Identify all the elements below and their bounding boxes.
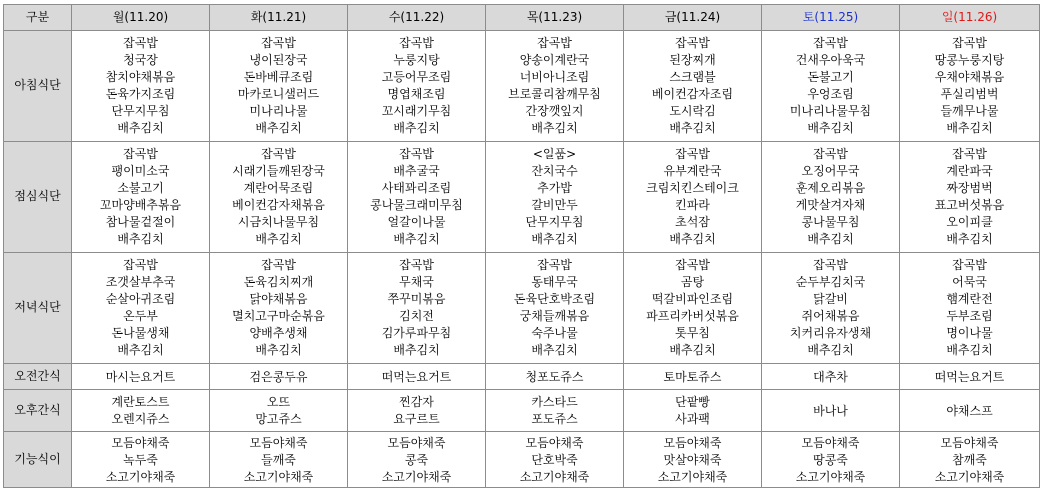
menu-item: 된장찌개: [669, 53, 716, 68]
menu-item: 숙주나물: [531, 326, 578, 341]
menu-item: 요구르트: [393, 412, 440, 427]
menu-item: 크림치킨스테이크: [646, 181, 739, 196]
menu-item: 콩죽: [404, 452, 429, 467]
menu-item: 단무지무침: [111, 104, 170, 119]
day-header-mon: 월(11.20): [72, 5, 210, 31]
menu-item: 돈육김치찌개: [243, 275, 314, 290]
menu-item: 모듬야채죽: [663, 435, 722, 450]
menu-cell: [900, 141, 1040, 252]
menu-item: 단팥빵: [675, 395, 710, 410]
menu-item: 사태꽈리조림: [381, 181, 452, 196]
menu-cell: [348, 432, 486, 488]
menu-cell: [486, 252, 624, 363]
menu-item: 맛살야채죽: [663, 452, 722, 467]
menu-body: [4, 31, 1040, 488]
menu-item: 순두부김치국: [795, 275, 866, 290]
menu-item: 냉이된장국: [249, 53, 308, 68]
menu-item: 돈육가지조림: [105, 87, 176, 102]
dinner-row: [4, 252, 1040, 363]
menu-item: 잡곡밥: [399, 258, 434, 273]
menu-item: 잡곡밥: [675, 258, 710, 273]
menu-item: 도시락김: [669, 104, 716, 119]
menu-item: 녹두죽: [123, 452, 158, 467]
menu-item: 베이컨감자조림: [651, 87, 734, 102]
menu-item: 초석잠: [675, 215, 710, 230]
menu-item: 꼬시래기무침: [381, 104, 452, 119]
menu-cell: [348, 141, 486, 252]
menu-item: 추가밥: [537, 181, 572, 196]
menu-item: 모듬야채죽: [387, 435, 446, 450]
menu-item: 소고기야채죽: [105, 469, 176, 484]
therapeutic-diet-row: [4, 432, 1040, 488]
menu-item: 잡곡밥: [537, 258, 572, 273]
menu-cell: [624, 390, 762, 432]
menu-item: 배추김치: [807, 232, 854, 247]
menu-cell: [348, 363, 486, 389]
menu-item: 배추굴국: [393, 164, 440, 179]
menu-cell: [72, 390, 210, 432]
menu-item: 오이피클: [946, 215, 993, 230]
menu-item: 잡곡밥: [123, 258, 158, 273]
breakfast-row: [4, 31, 1040, 142]
menu-item: 김가루파무침: [381, 326, 452, 341]
menu-item: 배추김치: [946, 121, 993, 136]
menu-item: 잔치국수: [531, 164, 578, 179]
category-header: 구분: [4, 5, 72, 31]
row-label: 점심식단: [4, 141, 72, 252]
menu-item: 조갯살부추국: [105, 275, 176, 290]
weekly-meal-table: [3, 4, 1040, 488]
menu-item: 들깨무나물: [940, 104, 999, 119]
menu-item: 참깨죽: [952, 452, 987, 467]
menu-item: 갈비만두: [531, 198, 578, 213]
menu-item: 순살아귀조림: [105, 292, 176, 307]
menu-item: 잡곡밥: [675, 36, 710, 51]
menu-item: 단호박죽: [531, 452, 578, 467]
menu-item: 돈바베큐조림: [243, 70, 314, 85]
menu-item: 단무지무침: [525, 215, 584, 230]
row-label: 오후간식: [4, 390, 72, 432]
menu-cell: [348, 390, 486, 432]
menu-item: 배추김치: [393, 343, 440, 358]
menu-item: 소고기야채죽: [795, 469, 866, 484]
menu-item: 돈나물생채: [111, 326, 170, 341]
menu-item: 떠먹는요거트: [934, 369, 1005, 384]
menu-item: 소고기야채죽: [381, 469, 452, 484]
menu-item: 미나리나물: [249, 104, 308, 119]
menu-item: 배추김치: [393, 232, 440, 247]
menu-cell: [486, 363, 624, 389]
menu-cell: [72, 363, 210, 389]
menu-cell: [762, 363, 900, 389]
menu-item: 시래기들깨된장국: [232, 164, 325, 179]
menu-item: 곰탕: [680, 275, 705, 290]
menu-item: 검은콩두유: [249, 369, 308, 384]
menu-item: 토마토쥬스: [663, 369, 722, 384]
menu-item: 배추김치: [255, 232, 302, 247]
menu-item: 소고기야채죽: [243, 469, 314, 484]
menu-item: 배추김치: [669, 232, 716, 247]
menu-cell: [348, 31, 486, 142]
menu-item: 잡곡밥: [261, 36, 296, 51]
menu-item: 포도쥬스: [531, 412, 578, 427]
menu-cell: [900, 432, 1040, 488]
menu-item: 궁채들깨볶음: [519, 309, 590, 324]
afternoon-snack-row: [4, 390, 1040, 432]
menu-item: 떡갈비파인조림: [651, 292, 734, 307]
menu-item: 잡곡밥: [813, 147, 848, 162]
menu-item: 꼬마양배추볶음: [99, 198, 182, 213]
menu-item: 누룽지탕: [393, 53, 440, 68]
menu-cell: [900, 31, 1040, 142]
menu-item: 건새우아욱국: [795, 53, 866, 68]
menu-item: 스크램블: [669, 70, 716, 85]
menu-item: 땅콩죽: [813, 452, 848, 467]
menu-item: 게맛살겨자채: [795, 198, 866, 213]
menu-item: 배추김치: [117, 343, 164, 358]
menu-cell: [762, 31, 900, 142]
menu-item: 동태무국: [531, 275, 578, 290]
menu-item: 팽이미소국: [111, 164, 170, 179]
menu-item: 너비아니조림: [519, 70, 590, 85]
menu-item: 들깨죽: [261, 452, 296, 467]
menu-cell: [900, 390, 1040, 432]
menu-item: 참치야채볶음: [105, 70, 176, 85]
menu-item: 잡곡밥: [952, 147, 987, 162]
menu-item: 잡곡밥: [537, 36, 572, 51]
menu-item: 콩나물크래미무침: [370, 198, 463, 213]
menu-item: 명이나물: [946, 326, 993, 341]
menu-cell: [72, 252, 210, 363]
menu-item: 배추김치: [531, 232, 578, 247]
menu-item: 돈육단호박조림: [513, 292, 596, 307]
menu-item: 잡곡밥: [123, 36, 158, 51]
menu-cell: [624, 141, 762, 252]
menu-cell: [486, 432, 624, 488]
menu-item: 잡곡밥: [952, 36, 987, 51]
menu-item: 잡곡밥: [399, 147, 434, 162]
menu-cell: [624, 363, 762, 389]
menu-item: 계란토스트: [111, 395, 170, 410]
menu-item: 소고기야채죽: [657, 469, 728, 484]
menu-item: 간장깻잎지: [525, 104, 584, 119]
menu-item: 표고버섯볶음: [934, 198, 1005, 213]
menu-cell: [210, 252, 348, 363]
header-row: [4, 5, 1040, 31]
menu-item: 치커리유자생채: [789, 326, 872, 341]
menu-item: 콩나물무침: [801, 215, 860, 230]
menu-item: 배추김치: [946, 343, 993, 358]
menu-item: 배추김치: [807, 121, 854, 136]
menu-item: 톳무침: [675, 326, 710, 341]
menu-item: 시금치나물무침: [237, 215, 320, 230]
menu-cell: [486, 31, 624, 142]
menu-item: 모듬야채죽: [249, 435, 308, 450]
row-label: 아침식단: [4, 31, 72, 142]
menu-item: 멸치고구마순볶음: [232, 309, 325, 324]
menu-item: 모듬야채죽: [801, 435, 860, 450]
day-header-fri: 금(11.24): [624, 5, 762, 31]
day-header-thu: 목(11.23): [486, 5, 624, 31]
menu-item: 모듬야채죽: [525, 435, 584, 450]
menu-item: 배추김치: [531, 343, 578, 358]
menu-cell: [72, 31, 210, 142]
menu-cell: [72, 141, 210, 252]
morning-snack-row: [4, 363, 1040, 389]
menu-item: 카스타드: [531, 395, 578, 410]
menu-item: 양배추생채: [249, 326, 308, 341]
menu-item: 오뜨: [266, 395, 291, 410]
menu-item: 햄계란전: [946, 292, 993, 307]
menu-item: 잡곡밥: [261, 147, 296, 162]
menu-item: 오징어무국: [801, 164, 860, 179]
menu-item: 야채스프: [946, 403, 993, 418]
row-label: 저녁식단: [4, 252, 72, 363]
day-header-sat: 토(11.25): [762, 5, 900, 31]
menu-item: 청국장: [123, 53, 158, 68]
menu-item: 계란어묵조림: [243, 181, 314, 196]
day-header-tue: 화(11.21): [210, 5, 348, 31]
menu-item: 베이컨감자채볶음: [232, 198, 325, 213]
menu-cell: [210, 141, 348, 252]
menu-item: 유부계란국: [663, 164, 722, 179]
menu-item: 배추김치: [531, 121, 578, 136]
menu-item: 돈불고기: [807, 70, 854, 85]
menu-item: 배추김치: [807, 343, 854, 358]
menu-item: <일품>: [532, 147, 577, 162]
menu-item: 소고기야채죽: [519, 469, 590, 484]
menu-cell: [210, 432, 348, 488]
menu-item: 온두부: [123, 309, 158, 324]
menu-item: 잡곡밥: [813, 36, 848, 51]
menu-item: 소고기야채죽: [934, 469, 1005, 484]
menu-cell: [762, 432, 900, 488]
menu-item: 배추김치: [393, 121, 440, 136]
menu-item: 마시는요거트: [105, 369, 176, 384]
menu-cell: [762, 390, 900, 432]
menu-item: 떠먹는요거트: [381, 369, 452, 384]
menu-item: 훈제오리볶음: [795, 181, 866, 196]
menu-item: 잡곡밥: [813, 258, 848, 273]
menu-item: 사과팩: [675, 412, 710, 427]
menu-item: 우채야채볶음: [934, 70, 1005, 85]
menu-cell: [900, 363, 1040, 389]
menu-item: 바나나: [813, 403, 848, 418]
menu-item: 잡곡밥: [399, 36, 434, 51]
menu-cell: [762, 252, 900, 363]
menu-item: 미나리나물무침: [789, 104, 872, 119]
menu-cell: [900, 252, 1040, 363]
menu-cell: [210, 390, 348, 432]
menu-item: 모듬야채죽: [940, 435, 999, 450]
menu-item: 망고쥬스: [255, 412, 302, 427]
menu-cell: [624, 31, 762, 142]
menu-cell: [486, 141, 624, 252]
row-label: 오전간식: [4, 363, 72, 389]
menu-item: 계란파국: [946, 164, 993, 179]
menu-cell: [210, 363, 348, 389]
menu-item: 닭갈비: [813, 292, 848, 307]
menu-item: 잡곡밥: [261, 258, 296, 273]
menu-cell: [486, 390, 624, 432]
menu-item: 배추김치: [255, 343, 302, 358]
menu-item: 배추김치: [669, 121, 716, 136]
menu-item: 잡곡밥: [952, 258, 987, 273]
menu-item: 배추김치: [117, 232, 164, 247]
lunch-row: [4, 141, 1040, 252]
menu-item: 잡곡밥: [675, 147, 710, 162]
menu-item: 얼갈이나물: [387, 215, 446, 230]
menu-item: 짜장범벅: [946, 181, 993, 196]
menu-item: 땅콩누룽지탕: [934, 53, 1005, 68]
menu-item: 푸실리범벅: [940, 87, 999, 102]
menu-item: 어묵국: [952, 275, 987, 290]
menu-item: 킨파라: [675, 198, 710, 213]
menu-item: 모듬야채죽: [111, 435, 170, 450]
menu-cell: [624, 252, 762, 363]
row-label: 기능식이: [4, 432, 72, 488]
menu-item: 두부조림: [946, 309, 993, 324]
menu-item: 양송이계란국: [519, 53, 590, 68]
menu-item: 마카로니샐러드: [237, 87, 320, 102]
menu-cell: [210, 31, 348, 142]
menu-item: 배추김치: [946, 232, 993, 247]
menu-item: 배추김치: [117, 121, 164, 136]
menu-item: 찐감자: [399, 395, 434, 410]
menu-item: 대추차: [813, 369, 848, 384]
menu-item: 파프리카버섯볶음: [646, 309, 739, 324]
menu-cell: [348, 252, 486, 363]
menu-item: 무채국: [399, 275, 434, 290]
menu-item: 고등어무조림: [381, 70, 452, 85]
menu-item: 오렌지쥬스: [111, 412, 170, 427]
menu-item: 우엉조림: [807, 87, 854, 102]
menu-item: 브로콜리참깨무침: [508, 87, 601, 102]
menu-cell: [762, 141, 900, 252]
menu-item: 청포도쥬스: [525, 369, 584, 384]
day-header-sun: 일(11.26): [900, 5, 1040, 31]
menu-item: 배추김치: [669, 343, 716, 358]
menu-cell: [624, 432, 762, 488]
menu-item: 닭야채볶음: [249, 292, 308, 307]
menu-item: 소불고기: [117, 181, 164, 196]
menu-item: 쭈꾸미볶음: [387, 292, 446, 307]
menu-cell: [72, 432, 210, 488]
menu-item: 쥐어채볶음: [801, 309, 860, 324]
menu-item: 명엽채조림: [387, 87, 446, 102]
menu-item: 잡곡밥: [123, 147, 158, 162]
day-header-wed: 수(11.22): [348, 5, 486, 31]
menu-item: 김치전: [399, 309, 434, 324]
menu-item: 배추김치: [255, 121, 302, 136]
menu-item: 참나물겉절이: [105, 215, 176, 230]
